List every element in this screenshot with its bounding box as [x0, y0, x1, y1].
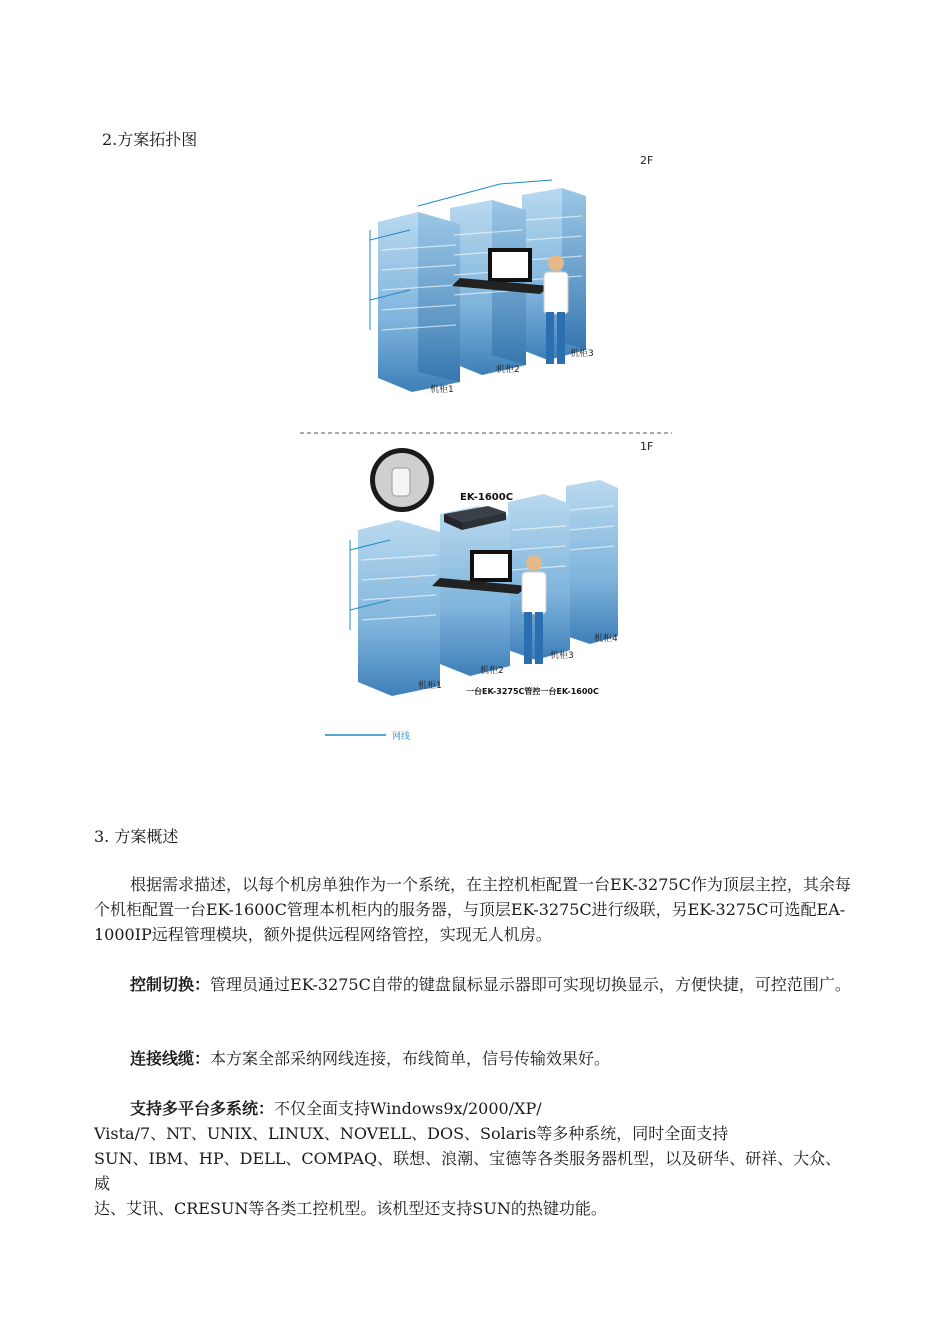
rack-top-label-3: 机柜3	[570, 349, 594, 359]
cable-label: 连接线缆：	[130, 1049, 211, 1068]
topology-diagram	[300, 150, 700, 750]
rack-bottom-label-3: 机柜3	[550, 651, 574, 661]
floor-2f-label: 2F	[640, 154, 654, 167]
rack-bottom-label-2: 机柜2	[480, 666, 504, 676]
platform-line-2: Vista/7、NT、UNIX、LINUX、NOVELL、DOS、Solaris等多种系统，同时全面支持	[94, 1124, 729, 1143]
connector-zoom-circle	[370, 448, 434, 512]
control-paragraph	[94, 972, 854, 997]
rack-top-label-1: 机柜1	[430, 385, 454, 395]
control-label: 控制切换：	[130, 975, 211, 994]
legend-label: 网线	[392, 732, 411, 742]
diagram-caption: 一台EK-3275C管控一台EK-1600C	[466, 687, 599, 696]
rack-top-label-2: 机柜2	[496, 365, 520, 375]
intro-text: 根据需求描述，以每个机房单独作为一个系统，在主控机柜配置一台EK-3275C作为顶层主控，其余每个机柜配置一台EK-1600C管理本机柜内的服务器，与顶层EK-3275C进行级联，另EK-3275C可选配EA-1000IP远程管理模块，额外提供远程网络管控，实现无人机房。	[94, 875, 851, 944]
device-label: EK-1600C	[460, 492, 514, 503]
rack-bottom-label-4: 机柜4	[594, 634, 618, 644]
top-racks	[370, 180, 594, 395]
cable-paragraph	[94, 1046, 854, 1071]
bottom-racks	[350, 480, 618, 696]
section-3-title: 3. 方案概述	[94, 827, 179, 846]
floor-1f-label: 1F	[640, 440, 654, 453]
platform-label: 支持多平台多系统：	[130, 1099, 275, 1118]
cable-text: 本方案全部采纳网线连接，布线简单，信号传输效果好。	[210, 1049, 611, 1068]
intro-paragraph	[94, 872, 854, 947]
rack-bottom-4	[566, 480, 618, 644]
platform-line-1: 不仅全面支持Windows9x/2000/XP/	[274, 1099, 542, 1118]
platform-paragraph	[94, 1096, 854, 1221]
platform-line-4: 达、艾讯、CRESUN等各类工控机型。该机型还支持SUN的热键功能。	[94, 1199, 607, 1218]
rack-bottom-label-1: 机柜1	[418, 681, 442, 691]
platform-line-3: SUN、IBM、HP、DELL、COMPAQ、联想、浪潮、宝德等各类服务器机型，以及研华、研祥、大众、威	[94, 1149, 842, 1193]
rack-top-1	[378, 212, 460, 392]
rack-bottom-1	[358, 520, 440, 696]
section-2-title: 2.方案拓扑图	[102, 130, 198, 149]
control-text: 管理员通过EK-3275C自带的键盘鼠标显示器即可实现切换显示，方便快捷，可控范围广。	[210, 975, 851, 994]
